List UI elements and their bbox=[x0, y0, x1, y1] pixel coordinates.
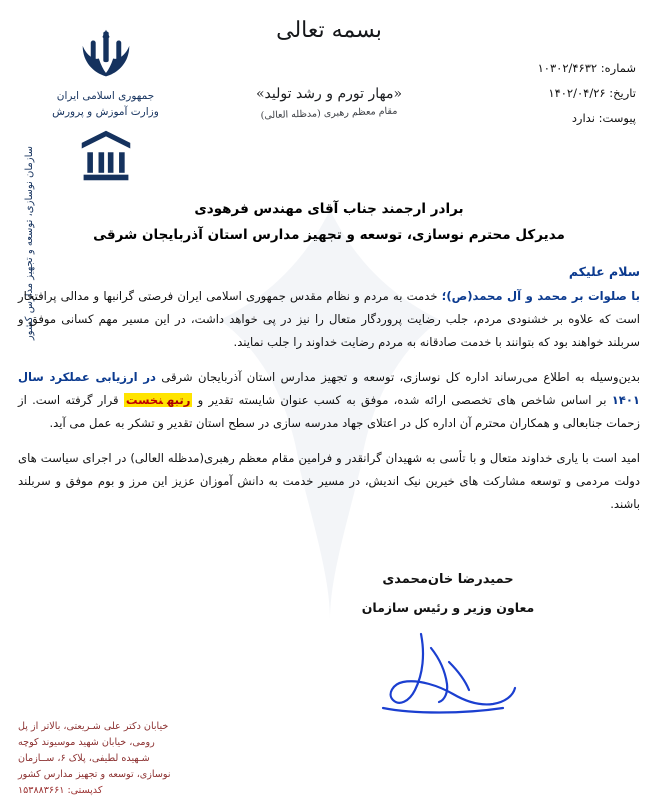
meta-number: شماره: ۱۰۳۰۲/۴۶۳۲ bbox=[537, 61, 636, 75]
bismillah-heading: بسمه تعالی bbox=[276, 18, 382, 43]
paragraph-2-part-2: بر اساس شاخص های تخصصی ارائه شده، موفق به کسب عنوان شایسته تقدیر و bbox=[192, 393, 612, 407]
document-meta bbox=[446, 56, 636, 131]
signatory-title: معاون وزیر و رئیس سازمان bbox=[361, 600, 535, 615]
org-line-1: جمهوری اسلامی ایران bbox=[56, 90, 155, 102]
footer-line-4: نوسازی، توسعه و تجهیز مدارس کشور bbox=[18, 769, 171, 780]
paragraph-2-highlight-rank: رتبه bbox=[166, 393, 191, 407]
org-vertical-label: سازمان نوسازی، توسعه و تجهیز مدارس کشور bbox=[24, 146, 35, 341]
addressee-line-1: برادر ارجمند جناب آقای مهندس فرهودی bbox=[194, 201, 464, 217]
school-renovation-org-emblem-icon bbox=[78, 128, 134, 184]
paragraph-3: امید است با یاری خداوند متعال و با تأسی به شهیدان گرانقدر و فرامین مقام معظم رهبری(مدظله العالی) در اجرای سیاست های دولت مردمی و توسعه مشارکت های خیرین نیک اندیش، در مسیر خدمت به دانش آموزان عزیز این مرز و بوم موفق و سربلند باشند. bbox=[18, 451, 640, 511]
paragraph-2 bbox=[18, 366, 640, 435]
salutation: سلام علیکم bbox=[568, 264, 640, 279]
iran-national-emblem-icon bbox=[79, 28, 133, 80]
handwritten-signature-icon bbox=[353, 628, 543, 718]
meta-date: تاریخ: ۱۴۰۲/۰۴/۲۶ bbox=[548, 86, 636, 100]
meta-attachment: پیوست: ندارد bbox=[571, 111, 636, 125]
document-body bbox=[18, 196, 640, 528]
addressee-block bbox=[18, 196, 640, 248]
footer-address bbox=[18, 719, 238, 799]
addressee-line-2: مدیرکل محترم نوسازی، توسعه و تجهیز مدارس استان آذربایجان شرقی bbox=[93, 227, 565, 243]
paragraph-2-part-1: بدین‌وسیله به اطلاع می‌رساند اداره کل نوسازی، توسعه و تجهیز مدارس استان آذربایجان شرقی bbox=[155, 370, 640, 384]
year-slogan: «مهار تورم و رشد تولید» bbox=[255, 86, 403, 102]
paragraph-1 bbox=[18, 285, 640, 354]
paragraph-1-text: خدمت به مردم و نظام مقدس جمهوری اسلامی ایران فرصتی گرانبها و مدالی پرافتخار است که علاوه بر خشنودی مردم، جلب رضایت پروردگار متعال را نیز در پی خواهد داشت، در این مسیر مهم کسانی موفق و سربلند خواهند بود که بتوانند با خدمت صادقانه به مردم رضایت خداوند را جلب نمایند. bbox=[18, 289, 640, 349]
footer-line-3: شـهیده لطیفی، پلاک ۶، ســازمان bbox=[18, 753, 150, 764]
paragraph-2-part-3: قرار گرفته است. از زحمات جنابعالی و همکاران محترم آن اداره کل در اعتلای جهاد مدرسه سازی در سطح استان تقدیر و تشکر به عمل می آید. bbox=[18, 393, 640, 430]
footer-line-2: رومی، خیابان شهید موسیوند کوچه bbox=[18, 737, 155, 748]
slogan-attribution: مقام معظم رهبری (مدظله العالی) bbox=[260, 105, 398, 122]
letterhead-emblems bbox=[18, 28, 193, 341]
paragraph-2-bold-1: در ارزیابی عملکرد سال ۱۴۰۱ bbox=[18, 370, 640, 407]
org-line-2: وزارت آموزش و پرورش bbox=[52, 106, 159, 118]
paragraph-2-highlight-first: نخست bbox=[125, 393, 163, 407]
footer-line-1: خیابان دکتر علی شـریعتی، بالاتر از پل bbox=[18, 721, 169, 732]
footer-line-5: کدپستی: ۱۵۳۸۸۳۶۶۱ bbox=[18, 785, 103, 796]
signatory-name: حمیدرضا خان‌محمدی bbox=[382, 572, 514, 587]
signature-block bbox=[333, 566, 563, 722]
paragraph-1-lead: با صلوات بر محمد و آل محمد(ص)؛ bbox=[441, 289, 640, 303]
